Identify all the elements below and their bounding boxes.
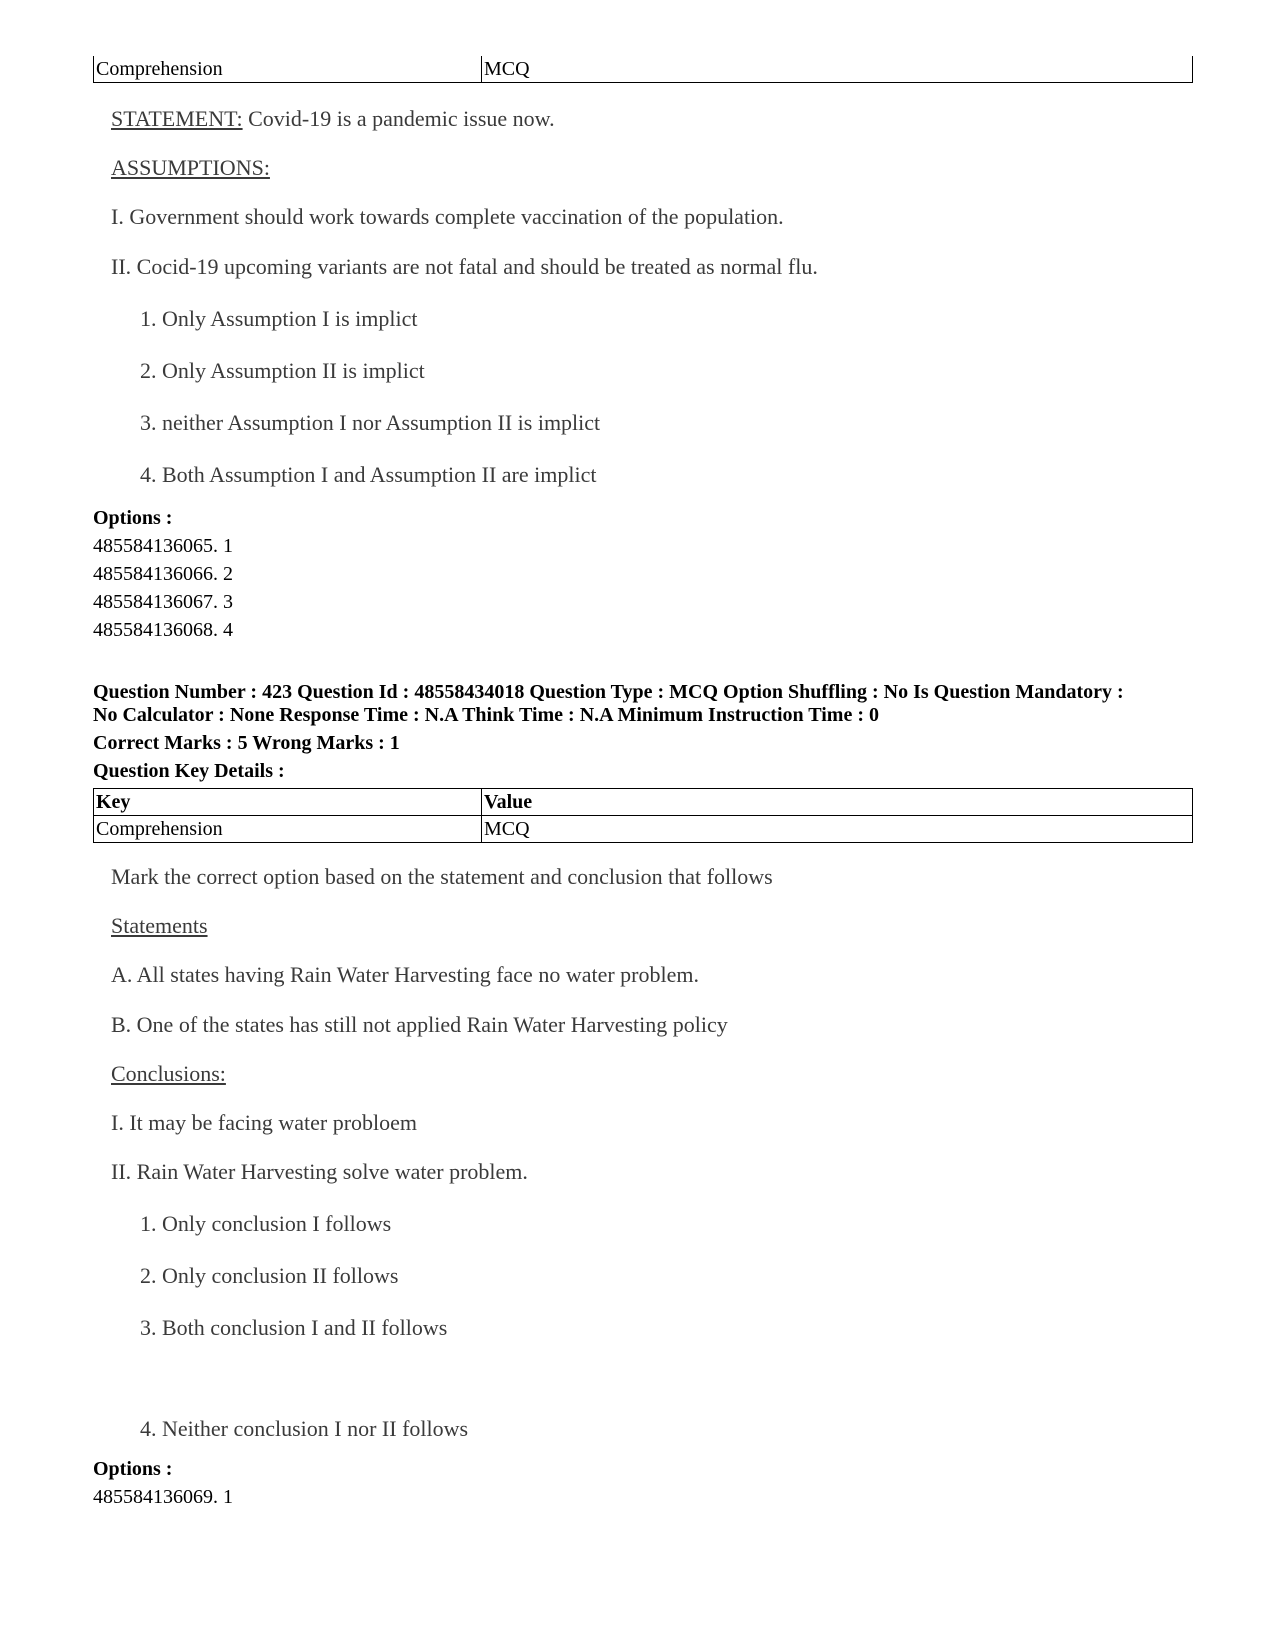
choice-item: 3. neither Assumption I nor Assumption II is implict	[140, 410, 601, 435]
statement-line	[111, 106, 555, 132]
value-header: Value	[482, 789, 1193, 816]
option-id: 485584136065. 1	[93, 535, 233, 557]
table-row	[94, 56, 1193, 83]
option-id: 485584136068. 4	[93, 619, 233, 641]
conclusions-label: Conclusions:	[111, 1061, 226, 1086]
table-header-row	[94, 789, 1193, 816]
key-header: Key	[94, 789, 482, 816]
assumptions-label: ASSUMPTIONS:	[111, 155, 270, 180]
table-row	[94, 816, 1193, 843]
option-id: 485584136069. 1	[93, 1486, 233, 1508]
option-id: 485584136066. 2	[93, 563, 233, 585]
statement-label: STATEMENT:	[111, 106, 243, 131]
assumption-two: II. Cocid-19 upcoming variants are not fatal and should be treated as normal flu.	[111, 254, 818, 279]
choice-item: 2. Only Assumption II is implict	[140, 358, 425, 383]
key-value-table-previous	[93, 56, 1193, 83]
key-cell: Comprehension	[94, 56, 482, 83]
choice-item: 1. Only Assumption I is implict	[140, 306, 418, 331]
marks-line: Correct Marks : 5 Wrong Marks : 1	[93, 732, 400, 754]
choice-item: 3. Both conclusion I and II follows	[140, 1315, 448, 1340]
conclusion-one: I. It may be facing water probloem	[111, 1110, 418, 1135]
statement-a: A. All states having Rain Water Harvesting face no water problem.	[111, 962, 699, 987]
value-cell: MCQ	[482, 56, 1193, 83]
choice-item: 1. Only conclusion I follows	[140, 1211, 392, 1236]
value-cell: MCQ	[482, 816, 1193, 843]
statement-b: B. One of the states has still not applied Rain Water Harvesting policy	[111, 1012, 728, 1037]
question-meta-line2: No Calculator : None Response Time : N.A Think Time : N.A Minimum Instruction Time : 0	[93, 704, 879, 726]
statement-text: Covid-19 is a pandemic issue now.	[242, 106, 555, 131]
conclusion-two: II. Rain Water Harvesting solve water problem.	[111, 1159, 528, 1184]
key-value-table	[93, 788, 1193, 843]
choice-item: 4. Both Assumption I and Assumption II are implict	[140, 462, 597, 487]
statements-label: Statements	[111, 913, 208, 938]
question-meta-line1: Question Number : 423 Question Id : 48558434018 Question Type : MCQ Option Shuffling : No Is Question Mandatory :	[93, 681, 1124, 703]
choice-item: 2. Only conclusion II follows	[140, 1263, 399, 1288]
options-label: Options :	[93, 1458, 173, 1480]
options-label: Options :	[93, 507, 173, 529]
instruction-text: Mark the correct option based on the statement and conclusion that follows	[111, 864, 773, 889]
key-details-label: Question Key Details :	[93, 760, 285, 782]
choice-item: 4. Neither conclusion I nor II follows	[140, 1416, 469, 1441]
assumption-one: I. Government should work towards complete vaccination of the population.	[111, 204, 784, 229]
option-id: 485584136067. 3	[93, 591, 233, 613]
key-cell: Comprehension	[94, 816, 482, 843]
